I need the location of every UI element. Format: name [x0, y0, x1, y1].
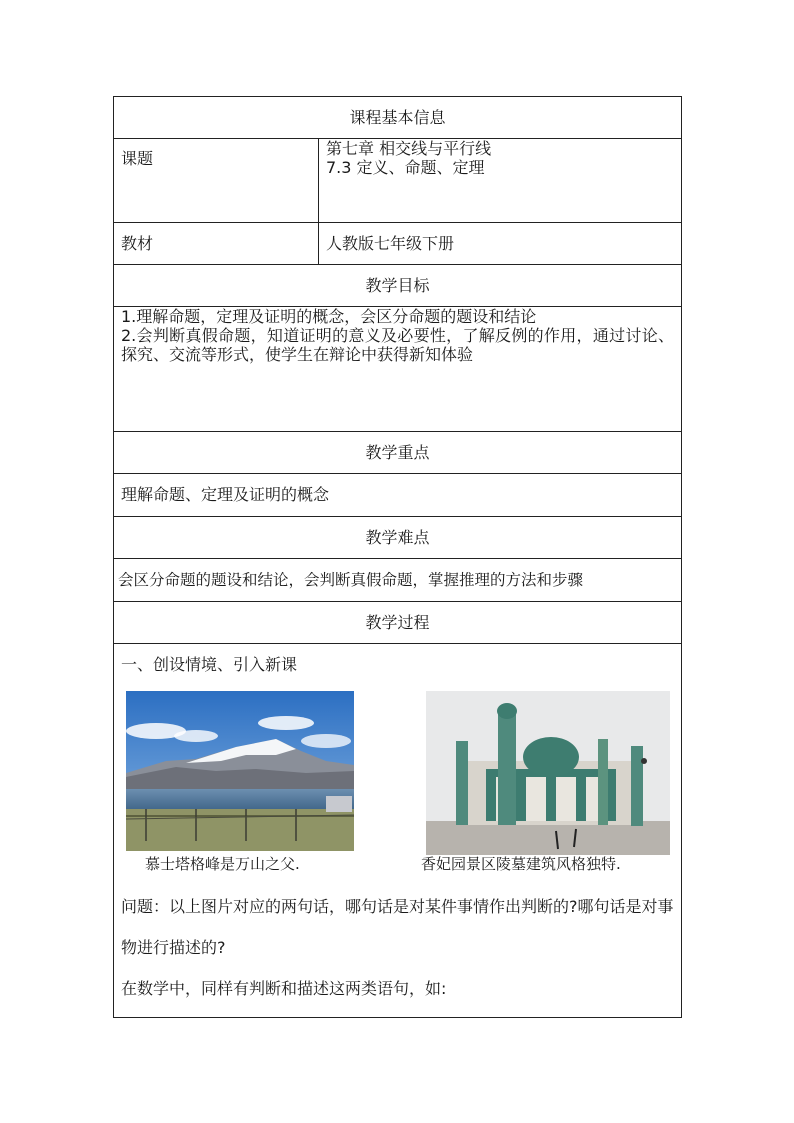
objectives-body [114, 307, 682, 432]
math-intro-text: 在数学中，同样有判断和描述这两类语句，如: [121, 979, 447, 998]
caption-left: 慕士塔格峰是万山之父. [145, 855, 300, 873]
textbook-label: 教材 [114, 223, 319, 265]
mausoleum-photo [426, 691, 670, 855]
mountain-photo [126, 691, 354, 851]
table-title: 课程基本信息 [114, 97, 682, 139]
topic-line-2: 7.3 定义、命题、定理 [326, 158, 485, 178]
objective-2: 2.会判断真假命题，知道证明的意义及必要性，了解反例的作用，通过讨论、探究、交流等形式，使学生在辩论中获得新知体验 [121, 326, 675, 365]
lesson-info-table [113, 96, 682, 1018]
objectives-title: 教学目标 [114, 265, 682, 307]
topic-value [319, 139, 682, 223]
process-body [114, 644, 682, 1018]
topic-line-1: 第七章 相交线与平行线 [326, 139, 492, 158]
objective-1: 1.理解命题，定理及证明的概念，会区分命题的题设和结论 [121, 307, 537, 326]
topic-label: 课题 [114, 139, 319, 223]
photo-row [121, 691, 674, 886]
difficulties-text: 会区分命题的题设和结论，会判断真假命题，掌握推理的方法和步骤 [114, 559, 682, 602]
caption-right: 香妃园景区陵墓建筑风格独特. [421, 855, 621, 873]
section-1-heading: 一、创设情境、引入新课 [121, 655, 298, 674]
key-points-title: 教学重点 [114, 432, 682, 474]
key-points-text: 理解命题、定理及证明的概念 [114, 474, 682, 517]
process-title: 教学过程 [114, 602, 682, 644]
textbook-value: 人教版七年级下册 [319, 223, 682, 265]
difficulties-title: 教学难点 [114, 517, 682, 559]
question-text: 问题：以上图片对应的两句话，哪句话是对某件事情作出判断的?哪句话是对事物进行描述的? [121, 897, 674, 957]
